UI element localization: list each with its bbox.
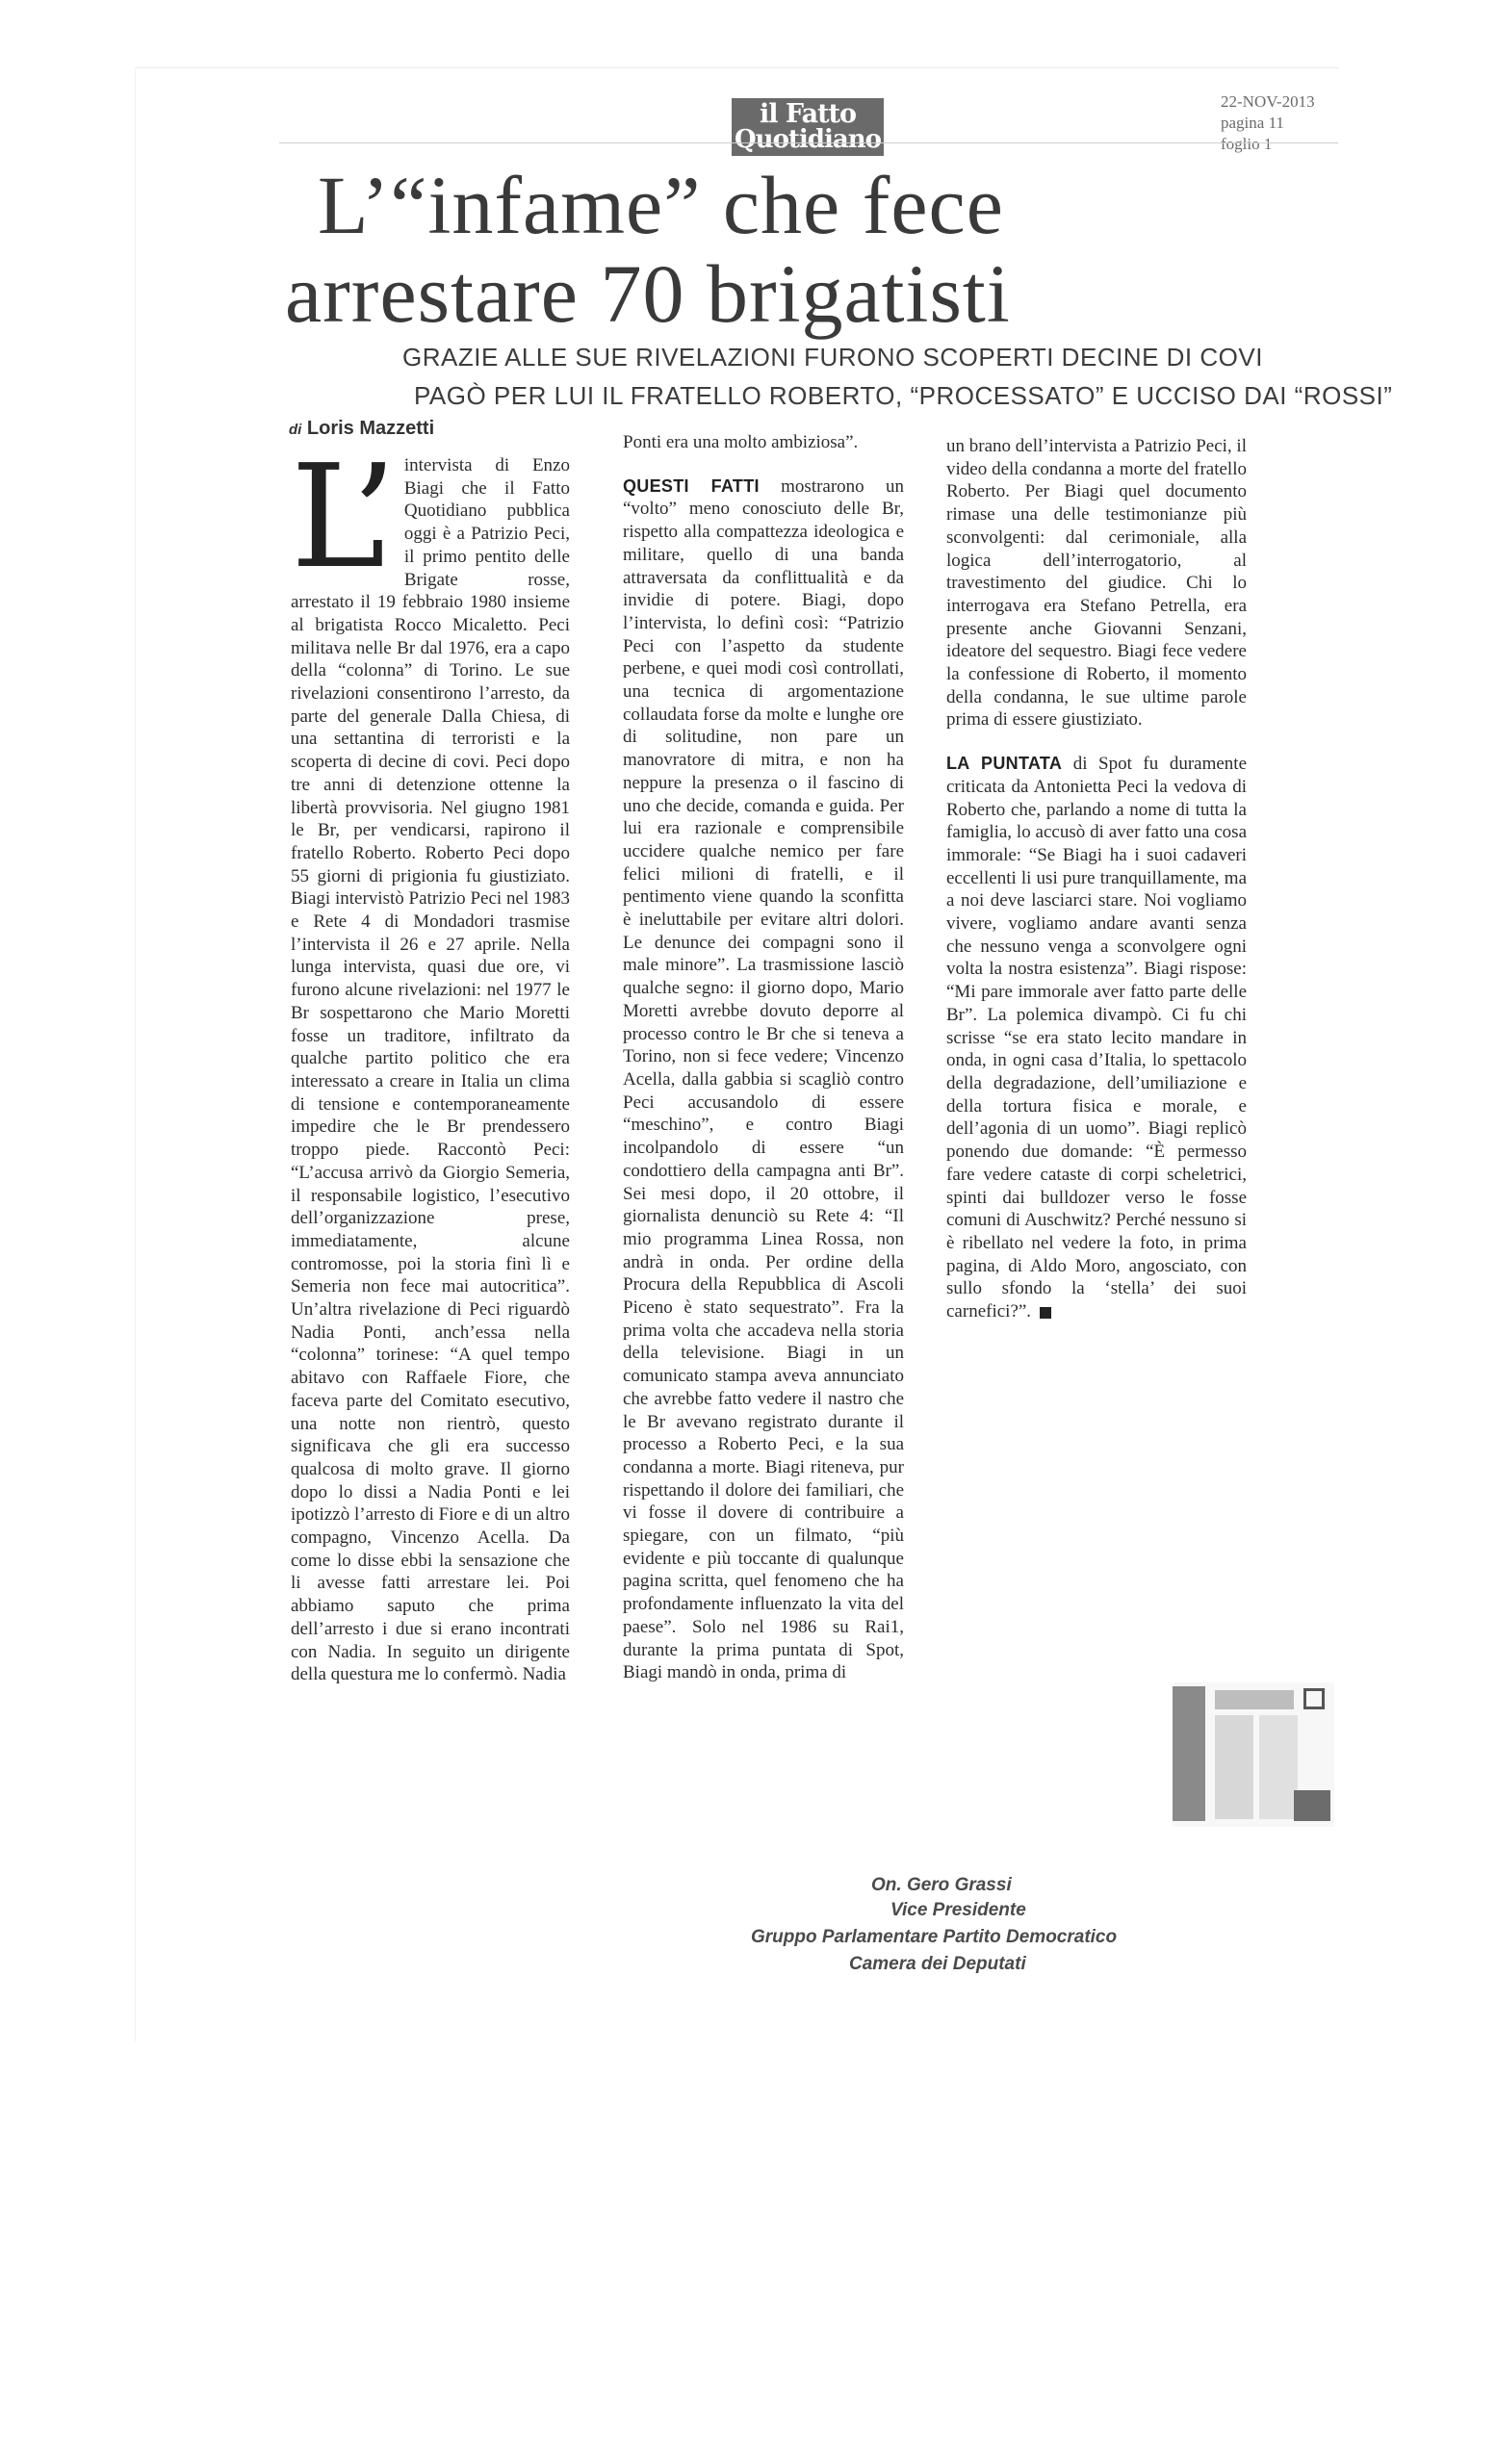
- header-rule: [279, 142, 1338, 143]
- stamp-date: 22-NOV-2013: [1221, 92, 1315, 111]
- stamp-page: pagina 11: [1221, 114, 1284, 132]
- end-of-article-mark: [1040, 1307, 1051, 1319]
- subhead-line-2: PAGÒ PER LUI IL FRATELLO ROBERTO, “PROCESSATO” E UCCISO DAI “ROSSI”: [414, 381, 1393, 410]
- column-1-text: intervista di Enzo Biagi che il Fatto Quotidiano pubblica oggi è a Patrizio Peci, il primo pentito delle Brigate rosse, arrestato il 19 febbraio 1980 insieme al brigatista Rocco Micaletto. Peci militava nelle Br dal 1976, era a capo della “colonna” di Torino. Le sue rivelazioni consentirono l’arresto, da parte del generale Dalla Chiesa, di una settantina di terroristi e la scoperta di decine di covi. Peci dopo tre anni di detenzione ottenne la libertà provvisoria. Nel giugno 1981 le Br, per vendicarsi, rapirono il fratello Roberto. Roberto Peci dopo 55 giorni di prigionia fu giustiziato. Biagi intervistò Patrizio Peci nel 1983 e Rete 4 di Mondadori trasmise l’intervista il 26 e 27 aprile. Nella lunga intervista, quasi due ore, vi furono alcune rivelazioni: nel 1977 le Br sospettarono che Mario Moretti fosse un traditore, infiltrato da qualche partito politico che era interessato a creare in Italia un clima di tensione e contemporaneamente impedire che le Br prendessero troppo piede. Raccontò Peci: “L’accusa arrivò da Giorgio Semeria, il responsabile logistico, l’esecutivo dell’organizzazione prese, immediatamente, alcune contromosse, poi la storia finì lì e Semeria non fece mai autocritica”. Un’altra rivelazione di Peci riguardò Nadia Ponti, anch’essa nella “colonna” torinese: “A quel tempo abitavo con Raffaele Fiore, che faceva parte del Comitato esecutivo, una notte non rientrò, questo significava che gli era successo qualcosa di molto grave. Il giorno dopo lo dissi a Nadia Ponti e lei ipotizzò l’arresto di Fiore e di un altro compagno, Vincenzo Acella. Da come lo disse ebbi la sensazione che li avesse fatti arrestare lei. Poi abbiamo saputo che prima dell’arresto i due si erano incontrati con Nadia. In seguito un dirigente della questura me lo confermò. Nadia: [291, 455, 570, 1685]
- article-column-3: [946, 435, 1247, 1323]
- clipping-stamp: [1221, 91, 1346, 155]
- logo-line-2: Quotidiano: [735, 125, 881, 154]
- page-thumbnail-image: [1173, 1682, 1334, 1827]
- headline-line-1: L’“infame” che fece: [318, 159, 1004, 251]
- logo-line-1: il Fatto: [759, 99, 857, 129]
- section-lead-la-puntata: LA PUNTATA: [946, 754, 1063, 774]
- article-column-2: [623, 431, 904, 1684]
- article-column-1: [291, 434, 570, 1686]
- section-lead-questi-fatti: QUESTI FATTI: [623, 475, 760, 496]
- column-3-text-1: un brano dell’intervista a Patrizio Peci, il video della condanna a morte del fratello Roberto. Per Biagi quel documento rimase una delle testimonianze più sconvolgenti: dal cerimoniale, alla logica dell’interrogatorio, al travestimento del giudice. Chi lo interrogava era Stefano Petrella, era presente anche Giovanni Senzani, ideatore del sequestro. Biagi fece vedere la confessione di Roberto, il momento della condanna, le sue ultime parole prima di essere giustiziato.: [946, 436, 1247, 731]
- drop-cap: L’: [291, 434, 397, 600]
- column-3-text-2: di Spot fu duramente criticata da Antonietta Peci la vedova di Roberto che, parlando a nome di tutta la famiglia, lo accusò di aver fatto una cosa immorale: “Se Biagi ha i suoi cadaveri eccellenti li usi pure tranquillamente, ma a noi deve lasciarci stare. Noi vogliamo vivere, vogliamo andare avanti senza che nessuno venga a sconvolgere ogni volta la nostra esistenza”. Biagi rispose: “Mi pare immorale aver fatto parte delle Br”. La polemica divampò. Ci fu chi scrisse “se era stato lecito mandare in onda, in ogni casa d’Italia, lo spettacolo della degradazione, dell’umiliazione e della tortura fisica e morale, e dell’agonia di un uomo”. Biagi replicò ponendo due domande: “È permesso fare vedere cataste di corpi scheletrici, spinti dai bulldozer verso le fosse comuni di Auschwitz? Perché nessuno si è ribellato nel vedere la foto, in prima pagina, di Aldo Moro, angosciato, con sullo sfondo la ‘stella’ dei suoi carnefici?”.: [946, 754, 1248, 1322]
- newspaper-logo: [732, 98, 884, 156]
- signature-chamber: Camera dei Deputati: [849, 1954, 1026, 1974]
- signature-group: Gruppo Parlamentare Partito Democratico: [751, 1927, 1118, 1947]
- signature-name: On. Gero Grassi: [871, 1875, 1012, 1895]
- byline-prefix: di: [289, 422, 302, 438]
- byline-author: Loris Mazzetti: [306, 418, 435, 439]
- subhead-line-1: GRAZIE ALLE SUE RIVELAZIONI FURONO SCOPERTI DECINE DI COVI: [402, 343, 1263, 372]
- stamp-sheet: foglio 1: [1221, 135, 1273, 153]
- column-2-opening: Ponti era una molto ambiziosa”.: [623, 432, 859, 452]
- column-2-text: mostrarono un “volto” meno conosciuto delle Br, rispetto alla compattezza ideologica e militare, quello di una banda attraversata da conflittualità e da invidie di potere. Biagi, dopo l’intervista, lo definì così: “Patrizio Peci con l’aspetto da studente perbene, e quei modi così controllati, una tecnica di argomentazione collaudata forse da molte e lunghe ore di solitudine, non pare un manovratore di mitra, e non ha neppure la presenza o il fascino di uno che decide, comanda e guida. Per lui era razionale e comprensibile uccidere qualche nemico per fare felici milioni di fratelli, e il pentimento viene quando la sconfitta è ineluttabile per evitare altri dolori. Le denunce dei compagni sono il male minore”. La trasmissione lasciò qualche segno: il giorno dopo, Mario Moretti avrebbe dovuto deporre al processo contro le Br che si teneva a Torino, non si fece vedere; Vincenzo Acella, dalla gabbia si scagliò contro Peci accusandolo di essere “meschino”, e contro Biagi incolpandolo di essere “un condottiero della campagna anti Br”. Sei mesi dopo, il 20 ottobre, il giornalista denunciò su Rete 4: “Il mio programma Linea Rossa, non andrà in onda. Per ordine della Procura della Repubblica di Ascoli Piceno è stato sequestrato”. Fra la prima volta che accadeva nella storia della televisione. Biagi in un comunicato stampa aveva annunciato che avrebbe fatto vedere il nastro che le Br avevano registrato durante il processo a Roberto Peci, e la sua condanna a morte. Biagi riteneva, pur rispettando il dolore dei familiari, che vi fosse il dovere di contribuire a spiegare, con un filmato, “più evidente e più toccante di qualunque pagina scritta, quel fenomeno che ha profondamente influenzato la vita del paese”. Solo nel 1986 su Rai1, durante la prima puntata di Spot, Biagi mandò in onda, prima di: [623, 475, 904, 1683]
- headline-line-2: arrestare 70 brigatisti: [285, 247, 1011, 340]
- signature-role: Vice Presidente: [890, 1900, 1026, 1920]
